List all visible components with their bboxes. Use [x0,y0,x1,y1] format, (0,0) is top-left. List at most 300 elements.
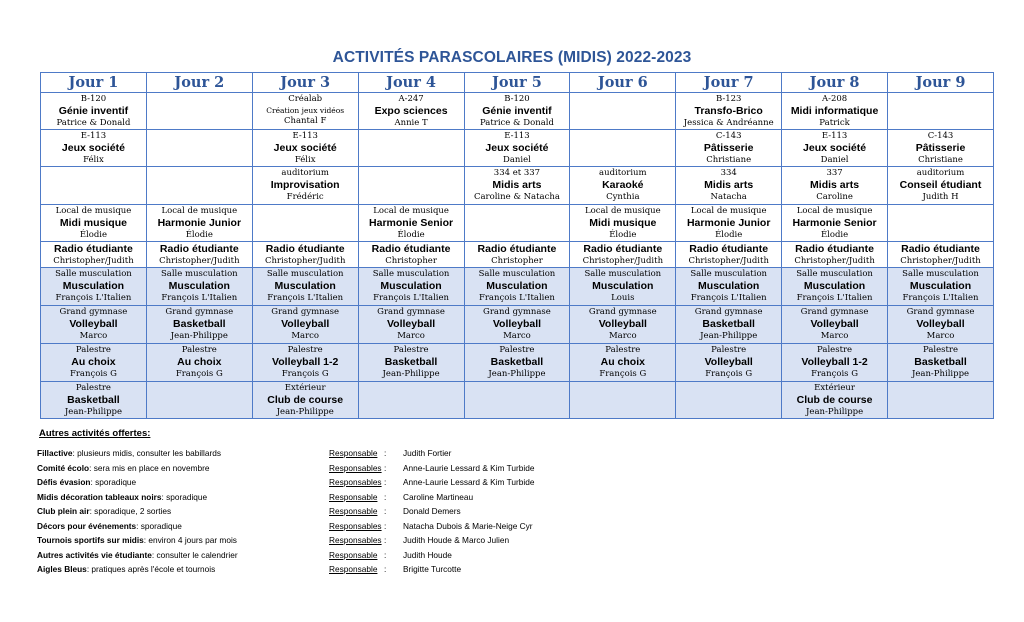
activity-block [465,130,570,166]
activity-name: Musculation [698,280,760,292]
activity-cell [41,93,147,130]
other-activity-description [37,506,171,517]
activity-location: Grand gymnase [800,307,869,317]
day-header: Jour 3 [252,73,358,93]
activity-location: B-123 [715,94,742,104]
activity-location: Créalab [288,94,323,104]
activity-responsible: Marco [503,331,531,341]
activity-block [465,93,570,129]
empty-cell [888,382,994,419]
activity-responsible: Judith H [922,192,959,202]
other-activity-item [37,506,637,521]
activity-responsible: Caroline & Natacha [473,192,560,202]
activity-location: Grand gymnase [694,307,763,317]
activity-cell [464,306,570,344]
activity-name: Basketball [914,356,967,368]
activity-name: Volleyball [704,356,753,368]
activity-responsible: Christopher/Judith [159,256,240,266]
activity-cell [252,382,358,419]
activity-cell [358,242,464,268]
activity-responsible: Marco [926,331,955,341]
activity-location: Palestre [75,383,111,393]
other-activity-name: Autres activités vie étudiante [37,549,152,560]
schedule-row [41,93,994,130]
responsible-label: Responsable [329,448,378,458]
responsible-label: Responsables [329,477,382,487]
activity-responsible: Marco [79,331,108,341]
responsible-name: Brigitte Turcotte [403,564,462,574]
activity-location: Salle musculation [902,269,979,279]
activity-cell [358,344,464,382]
activity-location: Grand gymnase [483,307,551,317]
activity-cell [252,306,358,344]
activity-location: Palestre [75,345,111,355]
activity-block [359,93,464,129]
activity-name: Jeux société [273,142,337,154]
activity-name: Volleyball 1-2 [272,356,339,368]
activity-responsible: Marco [608,331,637,341]
activity-responsible: Natacha [710,192,747,202]
activity-location: Local de musique [584,206,661,216]
activity-name: Jeux société [61,142,125,154]
activity-block [359,306,464,342]
activity-cell [888,167,994,205]
activity-cell [782,242,888,268]
activity-block [147,344,252,380]
activity-cell [146,344,252,382]
activity-block [253,344,358,380]
activity-name: Midi musique [589,217,657,229]
activity-block [253,382,358,418]
activity-block [782,382,887,418]
activity-block [253,268,358,304]
activity-block [359,344,464,380]
activity-block [676,93,781,129]
activity-responsible: François G [69,369,117,379]
activity-responsible: Louis [611,293,635,303]
activity-name: Pâtisserie [703,142,754,154]
activity-block [465,167,570,203]
responsible-colon: : [384,520,387,531]
activity-block [41,344,146,380]
activity-responsible: Félix [83,155,104,165]
activity-location: A-247 [398,94,424,104]
activity-responsible: Daniel [503,155,531,165]
activity-name: Volleyball [810,318,859,330]
activity-location: E-113 [292,131,318,141]
activity-location: Extérieur [814,383,855,393]
activity-location: Local de musique [796,206,873,216]
activity-block [676,344,781,380]
activity-cell [358,205,464,242]
other-activity-description [37,535,237,546]
responsible-colon: : [384,535,387,545]
activity-responsible: Jean-Philippe [911,369,970,379]
activity-cell [252,130,358,167]
activity-name: Radio étudiante [795,243,874,255]
activity-cell [146,242,252,268]
activity-name: Basketball [67,394,120,406]
activity-responsible: Annie T [394,118,428,128]
activity-cell [41,205,147,242]
activity-location: Palestre [393,345,429,355]
activity-responsible: Élodie [79,230,108,240]
activity-location: Salle musculation [478,269,556,279]
activity-block [782,93,887,129]
responsible-label: Responsable [329,564,378,574]
responsible-label: Responsables [329,535,382,545]
activity-cell [570,344,676,382]
responsible-colon: : [384,448,387,458]
activity-location: Salle musculation [372,269,450,279]
activity-name: Volleyball [598,318,647,330]
other-activity-description [37,550,238,561]
activity-location: Salle musculation [584,269,662,279]
activity-cell [146,268,252,306]
day-header: Jour 1 [41,73,147,93]
activity-name: Transfo-Brico [694,105,763,117]
activity-name: Harmonie Junior [686,217,771,229]
activity-block [888,306,993,342]
activity-responsible: François G [599,369,647,379]
activity-block [41,93,146,129]
activity-block [253,130,358,166]
activity-name: Volleyball [492,318,542,330]
activity-location: A-208 [821,94,848,104]
other-activity-item [37,492,637,507]
activity-block [782,242,887,267]
activity-responsible: François G [281,369,329,379]
activity-responsible: Patrick [819,118,850,128]
activity-cell [782,167,888,205]
schedule-row [41,205,994,242]
activity-cell [888,242,994,268]
activity-location: B-120 [80,94,107,104]
activity-block [41,130,146,166]
activity-block [41,242,146,267]
activity-location: Palestre [817,345,853,355]
activity-responsible: Chantal F [284,116,327,126]
activity-name: Radio étudiante [583,243,663,255]
activity-responsible: François L'Italien [373,293,450,303]
empty-cell [252,205,358,242]
empty-cell [464,382,570,419]
activity-name: Volleyball [69,318,118,330]
activity-block [888,268,993,304]
activity-name: Improvisation [270,179,340,191]
activity-location: B-120 [504,94,530,104]
activity-block [147,242,252,267]
activity-location: C-143 [715,131,742,141]
activity-cell [570,167,676,205]
activity-block [570,306,675,342]
activity-name: Création jeux vidéos [266,106,345,115]
activity-name: Au choix [71,356,116,368]
other-activity-detail: : sera mis en place en novembre [89,462,210,473]
activity-location: Salle musculation [796,269,873,279]
activity-name: Radio étudiante [265,243,345,255]
activity-location: Grand gymnase [59,307,128,317]
other-activity-description [37,448,221,459]
empty-cell [358,382,464,419]
responsible-colon: : [384,506,387,516]
activity-name: Au choix [600,356,645,368]
activity-responsible: Christopher/Judith [794,256,875,266]
activity-responsible: Élodie [397,230,425,240]
activity-name: Jeux société [803,142,867,154]
responsible-colon: : [384,462,387,473]
responsible-name: Natacha Dubois & Marie-Neige Cyr [403,520,533,531]
activity-block [782,268,887,304]
activity-responsible: Jean-Philippe [806,407,864,417]
activity-location: 337 [826,168,843,178]
responsible-colon: : [384,477,387,487]
activity-cell [676,242,782,268]
other-activity-detail: : environ 4 jours par mois [143,535,237,545]
activity-block [253,242,358,267]
activity-name: Midi informatique [790,105,879,117]
activity-location: C-143 [927,131,954,141]
activity-location: Salle musculation [160,269,238,279]
activity-block [253,306,358,342]
activity-location: 334 [720,168,737,178]
responsible-label: Responsable [329,506,378,516]
activity-block [570,167,675,203]
other-activity-detail: : sporadique, 2 sorties [89,506,172,516]
responsible-label: Responsables [329,462,382,473]
day-header: Jour 9 [888,73,994,93]
activity-name: Karaoké [602,179,644,191]
activity-responsible: François L'Italien [55,293,132,303]
activity-responsible: Jean-Philippe [488,369,546,379]
activity-cell [676,344,782,382]
activity-responsible: Jean-Philippe [170,331,228,341]
activity-cell [676,306,782,344]
activity-block [253,93,358,127]
activity-location: Grand gymnase [588,307,657,317]
other-activity-description [37,564,215,575]
activity-location: auditorium [281,168,329,178]
activity-responsible: François L'Italien [478,293,555,303]
responsible-name: Anne-Laurie Lessard & Kim Turbide [403,477,535,487]
activity-location: E-113 [504,131,530,141]
activity-responsible: Élodie [715,230,743,240]
empty-cell [570,382,676,419]
activity-block [41,382,146,418]
activity-cell [676,93,782,130]
activity-responsible: Christopher [491,256,543,266]
other-activity-item [37,564,637,579]
activity-name: Basketball [384,356,438,368]
activity-name: Conseil étudiant [899,179,982,191]
day-header: Jour 4 [358,73,464,93]
activity-cell [570,205,676,242]
activity-cell [464,167,570,205]
activity-name: Volleyball [386,318,436,330]
other-activity-name: Décors pour événements [37,520,137,531]
empty-cell [146,130,252,167]
activity-responsible: François G [705,369,753,379]
activity-name: Volleyball [281,318,330,330]
activity-block [570,242,675,267]
other-activity-name: Fillactive [37,448,73,458]
activity-cell [358,93,464,130]
activity-cell [464,268,570,306]
activity-block [782,130,887,166]
activity-location: Salle musculation [266,269,344,279]
activity-cell [464,242,570,268]
responsible-name: Caroline Martineau [403,491,474,502]
activity-cell [888,306,994,344]
schedule-row [41,130,994,167]
activity-responsible: Élodie [820,230,849,240]
activity-cell [888,344,994,382]
activity-responsible: Christiane [706,155,752,165]
activity-cell [358,306,464,344]
activity-responsible: François L'Italien [690,293,767,303]
empty-cell [570,93,676,130]
other-activity-description [37,477,136,488]
activity-responsible: François G [175,369,223,379]
activity-location: Local de musique [55,206,132,216]
activity-name: Musculation [592,280,654,292]
day-header: Jour 7 [676,73,782,93]
activity-name: Club de course [267,394,344,406]
activity-name: Radio étudiante [54,243,133,255]
activity-cell [252,93,358,130]
activity-name: Radio étudiante [477,243,557,255]
activity-block [676,268,781,304]
activity-location: 334 et 337 [493,168,541,178]
responsible-label: Responsables [329,520,382,531]
activity-responsible: Jean-Philippe [276,407,334,417]
responsible-name: Judith Houde & Marco Julien [403,535,510,545]
activity-name: Au choix [177,356,222,368]
other-activities-list [37,448,637,579]
other-activity-name: Tournois sportifs sur midis [37,535,144,545]
activity-location: auditorium [916,168,965,178]
activity-responsible: Jean-Philippe [382,369,440,379]
other-activity-detail: : sporadique [90,477,137,487]
activity-cell [146,205,252,242]
activity-name: Musculation [274,280,336,292]
activity-name: Radio étudiante [901,243,980,255]
day-header: Jour 2 [146,73,252,93]
activity-location: Palestre [181,345,217,355]
schedule-table [40,72,994,419]
other-activities-title: Autres activités offertes: [39,428,151,439]
activity-cell [41,344,147,382]
empty-cell [146,167,252,205]
activity-block [676,242,781,267]
activity-cell [464,93,570,130]
empty-cell [146,382,252,419]
day-header: Jour 6 [570,73,676,93]
activity-location: Local de musique [690,206,767,216]
schedule-row [41,344,994,382]
schedule-row [41,167,994,205]
other-activity-item [37,448,637,463]
activity-location: Extérieur [284,383,326,393]
activity-name: Midis arts [492,179,542,191]
activity-responsible: Marco [820,331,849,341]
schedule-row [41,242,994,268]
activity-name: Musculation [486,280,548,292]
activity-name: Radio étudiante [689,243,769,255]
activity-cell [464,130,570,167]
other-activity-item [37,521,637,536]
activity-responsible: Christopher [385,256,437,266]
page-title: ACTIVITÉS PARASCOLAIRES (MIDIS) 2022-2023 [332,49,692,66]
activity-block [465,242,570,267]
responsible-label: Responsable [329,491,378,502]
activity-cell [41,268,147,306]
activity-name: Expo sciences [374,105,448,117]
activity-block [41,306,146,342]
activity-block [676,130,781,166]
activity-block [147,268,252,304]
activity-cell [888,130,994,167]
schedule-row [41,306,994,344]
day-header: Jour 8 [782,73,888,93]
day-header: Jour 5 [464,73,570,93]
activity-cell [41,382,147,419]
activity-block [570,205,675,241]
activity-responsible: Félix [294,155,316,165]
other-activity-detail: : consulter le calendrier [151,549,238,560]
empty-cell [358,167,464,205]
activity-cell [464,344,570,382]
activity-responsible: Christopher/Judith [264,256,346,266]
activity-block [888,167,993,203]
activity-location: Grand gymnase [165,307,234,317]
empty-cell [41,167,147,205]
activity-cell [782,306,888,344]
activity-block [782,205,887,241]
activity-location: Local de musique [161,206,238,216]
other-activity-item [37,550,637,565]
activity-location: E-113 [80,131,107,141]
activity-cell [41,242,147,268]
activity-responsible: Christopher/Judith [900,256,981,266]
activity-name: Basketball [490,356,544,368]
other-activity-detail: : sporadique [161,491,208,502]
responsible-name: Judith Fortier [403,448,452,458]
empty-cell [888,93,994,130]
activity-name: Basketball [702,318,755,330]
activity-block [570,268,675,304]
activity-name: Harmonie Senior [792,217,877,229]
other-activity-name: Défis évasion [37,477,91,487]
activity-name: Jeux société [485,142,549,154]
activity-cell [252,242,358,268]
activity-responsible: François L'Italien [161,293,238,303]
activity-name: Harmonie Senior [369,217,454,229]
activity-name: Musculation [909,280,972,292]
activity-cell [782,205,888,242]
activity-block [41,268,146,304]
other-activity-item [37,535,637,550]
activity-block [782,344,887,380]
activity-cell [782,344,888,382]
schedule-row [41,268,994,306]
activity-cell [782,382,888,419]
activity-name: Volleyball [916,318,965,330]
activity-location: Salle musculation [55,269,132,279]
empty-cell [358,130,464,167]
activity-responsible: Christopher/Judith [582,256,664,266]
activity-block [782,306,887,342]
